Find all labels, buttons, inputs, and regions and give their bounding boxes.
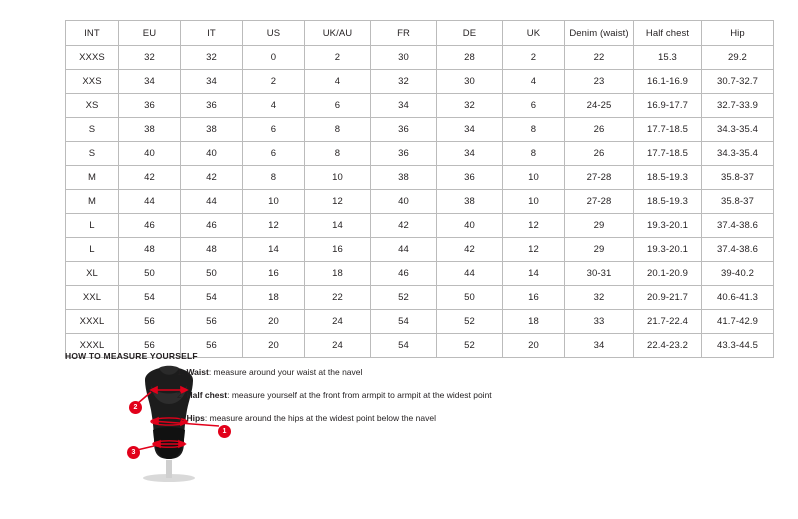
cell-de: 36 — [437, 166, 503, 190]
cell-hip: 30.7-32.7 — [702, 70, 774, 94]
cell-half-chest: 19.3-20.1 — [634, 238, 702, 262]
cell-de: 28 — [437, 46, 503, 70]
column-header-uk-au: UK/AU — [305, 21, 371, 46]
cell-eu: 32 — [119, 46, 181, 70]
cell-half-chest: 16.9-17.7 — [634, 94, 702, 118]
cell-uk-au: 18 — [305, 262, 371, 286]
cell-us: 20 — [243, 310, 305, 334]
cell-eu: 48 — [119, 238, 181, 262]
cell-half-chest: 15.3 — [634, 46, 702, 70]
cell-it: 56 — [181, 310, 243, 334]
cell-de: 38 — [437, 190, 503, 214]
cell-de: 52 — [437, 310, 503, 334]
cell-half-chest: 17.7-18.5 — [634, 142, 702, 166]
cell-half-chest: 20.1-20.9 — [634, 262, 702, 286]
cell-fr: 36 — [371, 142, 437, 166]
cell-uk-au: 6 — [305, 94, 371, 118]
cell-int: S — [66, 118, 119, 142]
column-header-half-chest: Half chest — [634, 21, 702, 46]
column-header-it: IT — [181, 21, 243, 46]
cell-it: 40 — [181, 142, 243, 166]
cell-denim-waist: 26 — [565, 118, 634, 142]
cell-uk-au: 8 — [305, 118, 371, 142]
column-header-hip: Hip — [702, 21, 774, 46]
cell-int: M — [66, 166, 119, 190]
table-row — [66, 262, 774, 286]
table-row — [66, 94, 774, 118]
cell-int: XXXL — [66, 310, 119, 334]
cell-hip: 40.6-41.3 — [702, 286, 774, 310]
cell-de: 34 — [437, 142, 503, 166]
cell-fr: 38 — [371, 166, 437, 190]
table-row — [66, 286, 774, 310]
cell-int: XL — [66, 262, 119, 286]
cell-it: 50 — [181, 262, 243, 286]
cell-hip: 43.3-44.5 — [702, 334, 774, 358]
cell-int: L — [66, 238, 119, 262]
cell-uk-au: 4 — [305, 70, 371, 94]
cell-us: 0 — [243, 46, 305, 70]
cell-it: 48 — [181, 238, 243, 262]
cell-uk-au: 24 — [305, 310, 371, 334]
cell-denim-waist: 29 — [565, 238, 634, 262]
cell-hip: 29.2 — [702, 46, 774, 70]
table-row — [66, 214, 774, 238]
step-number: 1. — [177, 367, 185, 377]
cell-hip: 34.3-35.4 — [702, 118, 774, 142]
step-text: : measure around the hips at the widest point below the navel — [204, 412, 436, 423]
cell-eu: 38 — [119, 118, 181, 142]
cell-eu: 34 — [119, 70, 181, 94]
cell-uk: 4 — [503, 70, 565, 94]
cell-fr: 40 — [371, 190, 437, 214]
cell-de: 34 — [437, 118, 503, 142]
cell-de: 30 — [437, 70, 503, 94]
cell-it: 38 — [181, 118, 243, 142]
cell-fr: 54 — [371, 334, 437, 358]
cell-uk: 18 — [503, 310, 565, 334]
cell-denim-waist: 23 — [565, 70, 634, 94]
cell-denim-waist: 29 — [565, 214, 634, 238]
cell-hip: 41.7-42.9 — [702, 310, 774, 334]
cell-hip: 35.8-37 — [702, 166, 774, 190]
measure-step-hips — [177, 413, 717, 425]
cell-uk: 2 — [503, 46, 565, 70]
cell-fr: 32 — [371, 70, 437, 94]
step-term: Half chest — [186, 389, 228, 400]
cell-denim-waist: 34 — [565, 334, 634, 358]
cell-hip: 39-40.2 — [702, 262, 774, 286]
cell-uk: 12 — [503, 214, 565, 238]
measure-step-waist — [177, 367, 717, 379]
cell-it: 54 — [181, 286, 243, 310]
cell-it: 56 — [181, 334, 243, 358]
cell-hip: 34.3-35.4 — [702, 142, 774, 166]
cell-int: L — [66, 214, 119, 238]
cell-uk: 14 — [503, 262, 565, 286]
cell-uk: 16 — [503, 286, 565, 310]
cell-us: 2 — [243, 70, 305, 94]
cell-eu: 54 — [119, 286, 181, 310]
table-row — [66, 46, 774, 70]
cell-us: 6 — [243, 118, 305, 142]
cell-de: 44 — [437, 262, 503, 286]
cell-eu: 50 — [119, 262, 181, 286]
cell-us: 6 — [243, 142, 305, 166]
cell-de: 50 — [437, 286, 503, 310]
cell-fr: 52 — [371, 286, 437, 310]
cell-fr: 36 — [371, 118, 437, 142]
table-row — [66, 166, 774, 190]
cell-us: 14 — [243, 238, 305, 262]
cell-it: 34 — [181, 70, 243, 94]
cell-fr: 46 — [371, 262, 437, 286]
cell-int: XXXS — [66, 46, 119, 70]
column-header-denim-waist: Denim (waist) — [565, 21, 634, 46]
measure-step-half-chest — [177, 390, 717, 402]
measure-steps-list — [177, 367, 717, 436]
cell-int: M — [66, 190, 119, 214]
figure-badge-hips: 3 — [127, 446, 140, 459]
cell-uk-au: 10 — [305, 166, 371, 190]
step-term: Hips — [186, 412, 205, 423]
cell-uk: 10 — [503, 190, 565, 214]
cell-half-chest: 20.9-21.7 — [634, 286, 702, 310]
cell-uk: 8 — [503, 118, 565, 142]
table-row — [66, 310, 774, 334]
step-text: : measure yourself at the front from armpit to armpit at the widest point — [227, 389, 492, 400]
cell-denim-waist: 32 — [565, 286, 634, 310]
cell-int: XS — [66, 94, 119, 118]
cell-uk: 12 — [503, 238, 565, 262]
cell-fr: 30 — [371, 46, 437, 70]
cell-uk: 20 — [503, 334, 565, 358]
cell-denim-waist: 22 — [565, 46, 634, 70]
cell-fr: 34 — [371, 94, 437, 118]
table-row — [66, 70, 774, 94]
cell-us: 16 — [243, 262, 305, 286]
cell-eu: 56 — [119, 334, 181, 358]
cell-fr: 44 — [371, 238, 437, 262]
how-to-measure-section — [65, 364, 735, 494]
step-number: 3. — [177, 412, 185, 423]
table-row — [66, 142, 774, 166]
cell-uk: 10 — [503, 166, 565, 190]
cell-int: S — [66, 142, 119, 166]
cell-eu: 36 — [119, 94, 181, 118]
cell-denim-waist: 27-28 — [565, 166, 634, 190]
cell-it: 42 — [181, 166, 243, 190]
cell-de: 42 — [437, 238, 503, 262]
cell-us: 10 — [243, 190, 305, 214]
cell-hip: 32.7-33.9 — [702, 94, 774, 118]
figure-badge-half-chest: 2 — [129, 401, 142, 414]
cell-uk-au: 24 — [305, 334, 371, 358]
column-header-de: DE — [437, 21, 503, 46]
cell-hip: 37.4-38.6 — [702, 238, 774, 262]
cell-eu: 56 — [119, 310, 181, 334]
how-to-measure-heading: HOW TO MEASURE YOURSELF — [65, 351, 198, 361]
cell-int: XXL — [66, 286, 119, 310]
cell-uk: 6 — [503, 94, 565, 118]
cell-it: 36 — [181, 94, 243, 118]
size-conversion-table-container — [65, 20, 759, 358]
cell-denim-waist: 30-31 — [565, 262, 634, 286]
cell-half-chest: 19.3-20.1 — [634, 214, 702, 238]
cell-de: 32 — [437, 94, 503, 118]
cell-half-chest: 17.7-18.5 — [634, 118, 702, 142]
cell-it: 46 — [181, 214, 243, 238]
cell-us: 18 — [243, 286, 305, 310]
cell-us: 12 — [243, 214, 305, 238]
cell-denim-waist: 27-28 — [565, 190, 634, 214]
cell-us: 4 — [243, 94, 305, 118]
figure-badge-waist: 1 — [218, 425, 231, 438]
cell-denim-waist: 24-25 — [565, 94, 634, 118]
column-header-eu: EU — [119, 21, 181, 46]
column-header-int: INT — [66, 21, 119, 46]
cell-us: 20 — [243, 334, 305, 358]
cell-uk-au: 12 — [305, 190, 371, 214]
table-row — [66, 118, 774, 142]
cell-uk: 8 — [503, 142, 565, 166]
cell-hip: 35.8-37 — [702, 190, 774, 214]
cell-uk-au: 16 — [305, 238, 371, 262]
cell-int: XXS — [66, 70, 119, 94]
cell-uk-au: 2 — [305, 46, 371, 70]
cell-uk-au: 8 — [305, 142, 371, 166]
cell-int: XXXL — [66, 334, 119, 358]
column-header-fr: FR — [371, 21, 437, 46]
table-row — [66, 238, 774, 262]
cell-it: 44 — [181, 190, 243, 214]
cell-eu: 40 — [119, 142, 181, 166]
step-number: 2. — [177, 389, 185, 400]
cell-denim-waist: 26 — [565, 142, 634, 166]
table-row — [66, 190, 774, 214]
cell-eu: 42 — [119, 166, 181, 190]
step-text: : measure around your waist at the navel — [208, 367, 363, 377]
cell-half-chest: 18.5-19.3 — [634, 190, 702, 214]
step-term: Waist — [186, 367, 209, 377]
cell-uk-au: 14 — [305, 214, 371, 238]
cell-half-chest: 18.5-19.3 — [634, 166, 702, 190]
size-conversion-table — [65, 20, 774, 358]
cell-de: 52 — [437, 334, 503, 358]
cell-eu: 46 — [119, 214, 181, 238]
cell-fr: 42 — [371, 214, 437, 238]
cell-uk-au: 22 — [305, 286, 371, 310]
cell-it: 32 — [181, 46, 243, 70]
cell-half-chest: 16.1-16.9 — [634, 70, 702, 94]
column-header-us: US — [243, 21, 305, 46]
cell-denim-waist: 33 — [565, 310, 634, 334]
cell-eu: 44 — [119, 190, 181, 214]
cell-half-chest: 21.7-22.4 — [634, 310, 702, 334]
cell-half-chest: 22.4-23.2 — [634, 334, 702, 358]
cell-us: 8 — [243, 166, 305, 190]
table-header-row — [66, 21, 774, 46]
cell-de: 40 — [437, 214, 503, 238]
column-header-uk: UK — [503, 21, 565, 46]
cell-fr: 54 — [371, 310, 437, 334]
cell-hip: 37.4-38.6 — [702, 214, 774, 238]
